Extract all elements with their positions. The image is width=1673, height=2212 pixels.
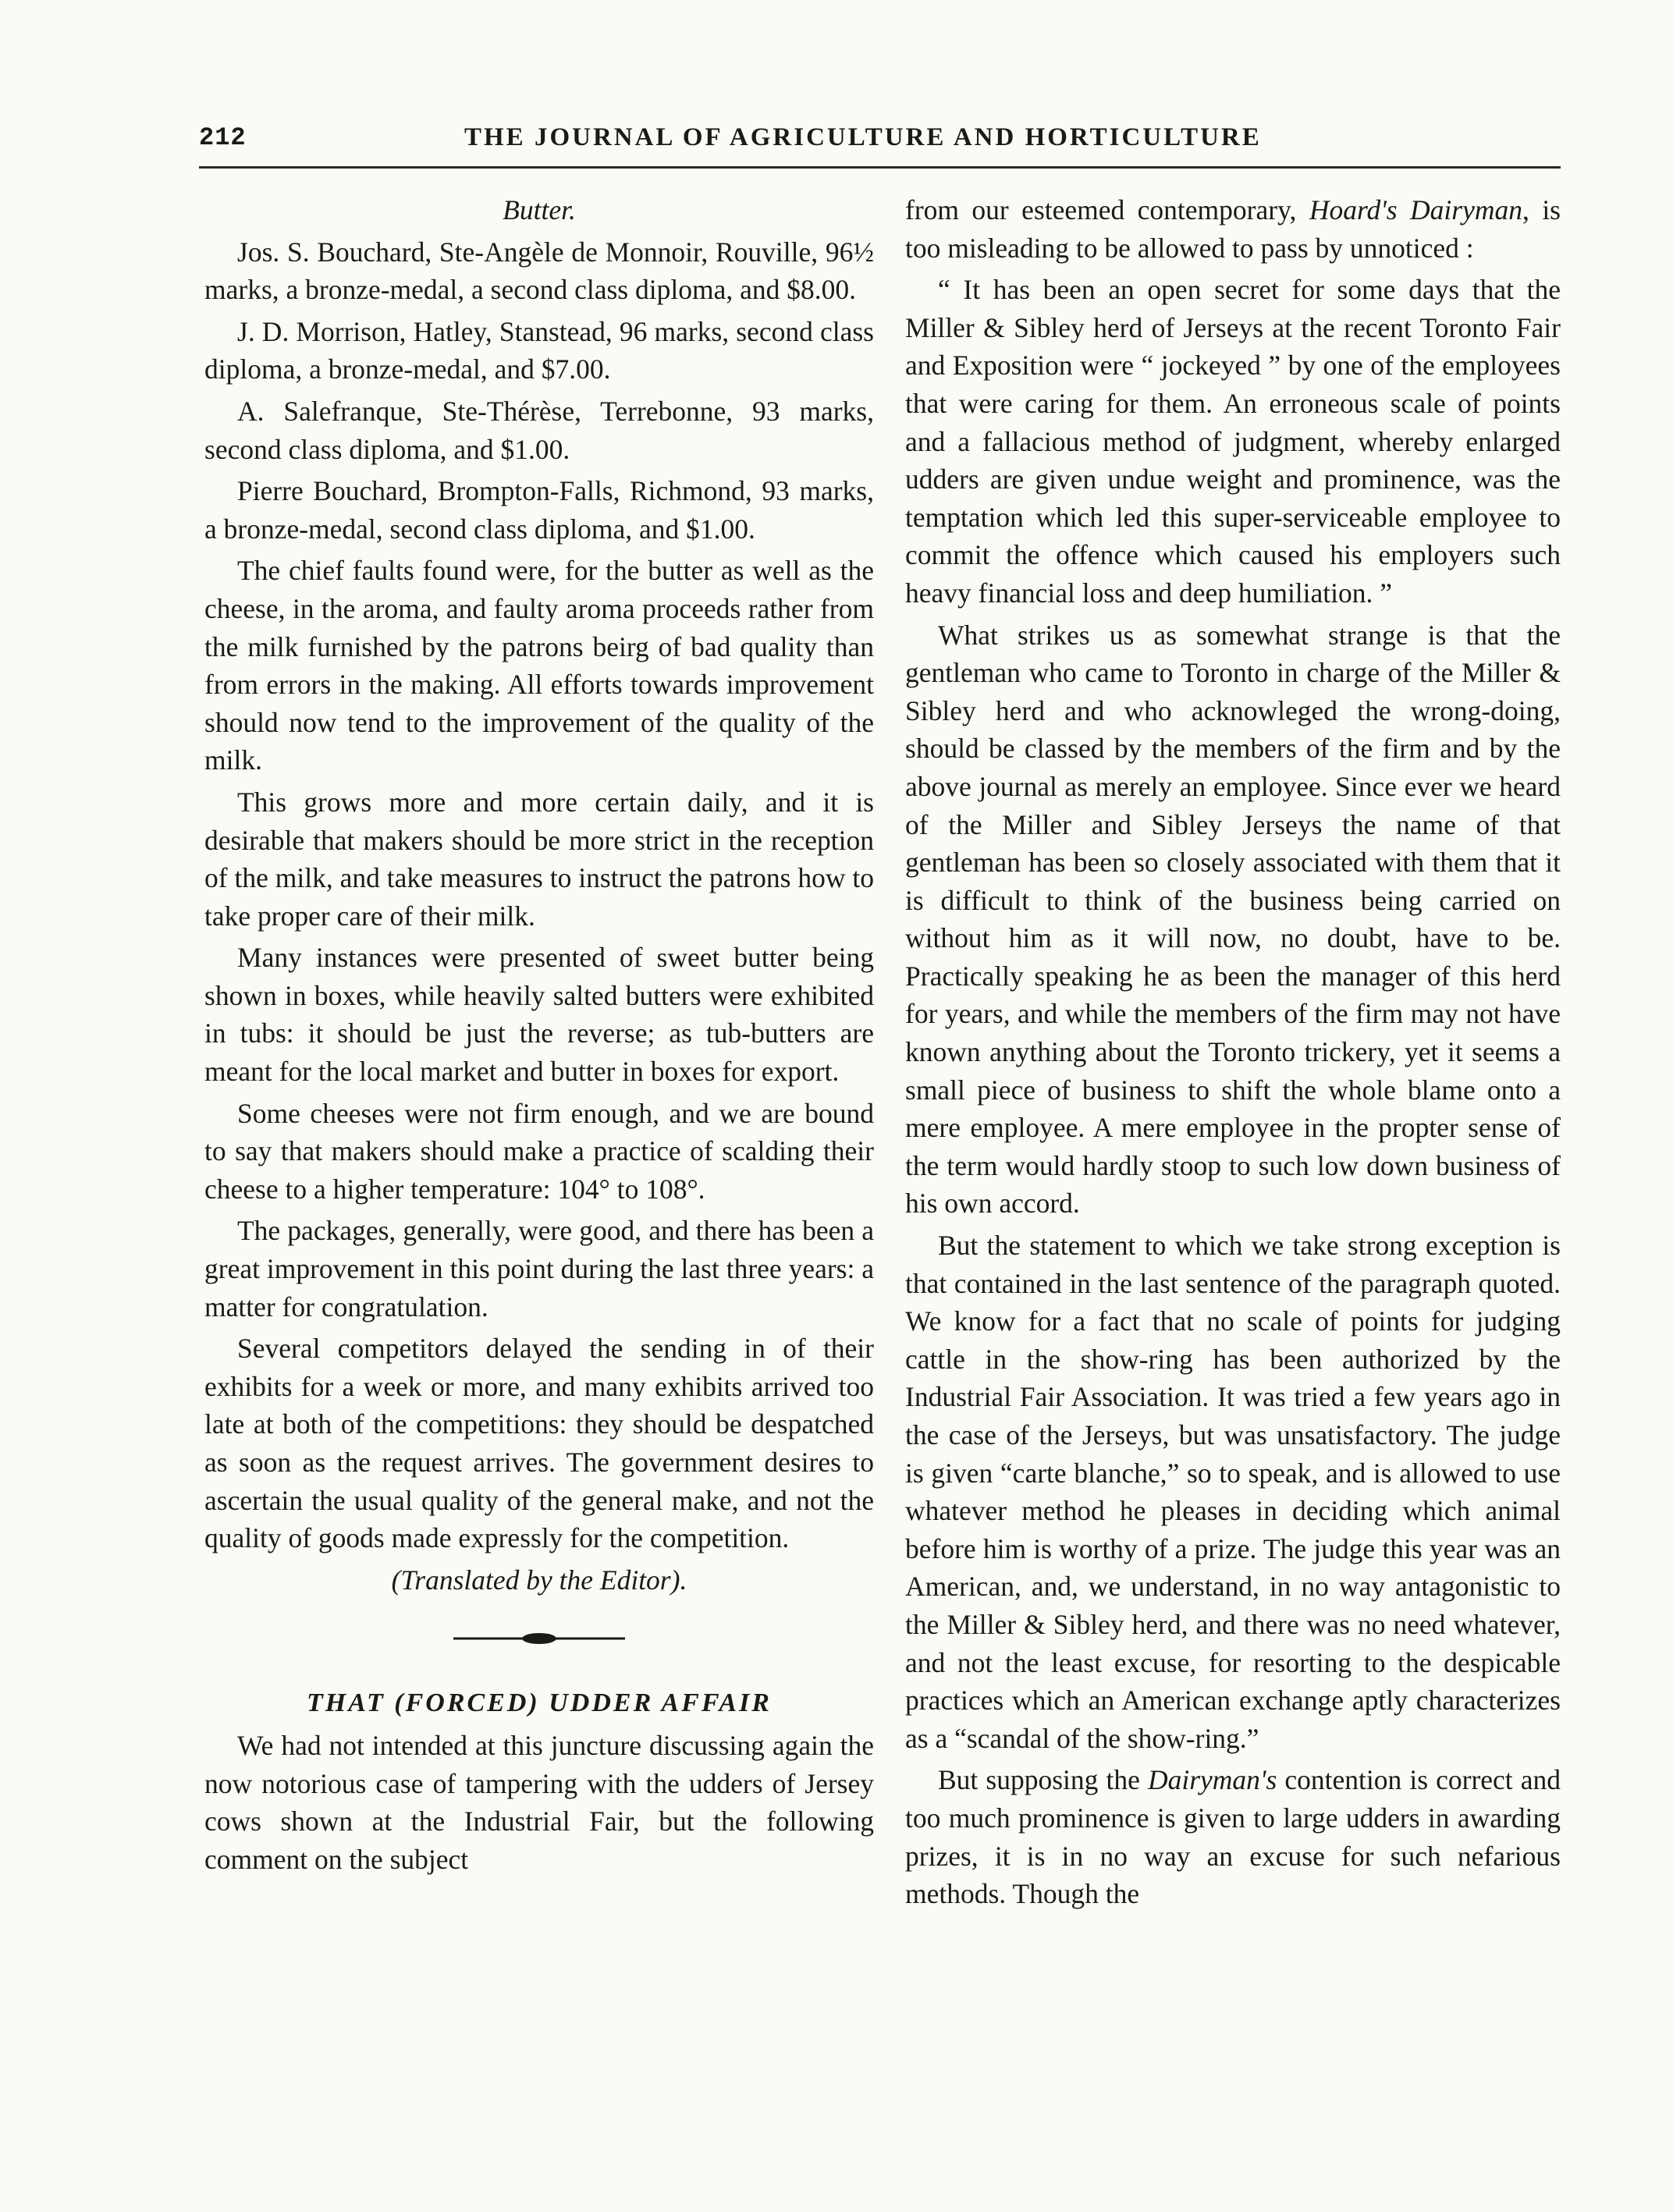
paragraph: We had not intended at this juncture discussing again the now notorious case of tampering with the udders of Jersey cows shown at the Industrial Fair, but the following comment on the subject [204, 1729, 874, 1875]
text-after: contention is correct and too much prominence is given to large udders in awarding prizes, it is in no way an excuse for such nefarious methods. Though the [905, 1764, 1561, 1910]
page-number: 212 [199, 123, 247, 152]
left-column [204, 191, 874, 1882]
page-header [199, 117, 1561, 158]
paragraph: Pierre Bouchard, Brompton-Falls, Richmond, 93 marks, a bronze-medal, second class diploma, and $1.00. [204, 475, 874, 545]
journal-name-possessive: Dairyman's [1147, 1764, 1277, 1796]
paragraph: A. Salefranque, Ste-Thérèse, Terrebonne, 93 marks, second class diploma, and $1.00. [204, 395, 874, 465]
paragraph [905, 1761, 1561, 1912]
right-column [905, 191, 1561, 1917]
paragraph: The chief faults found were, for the butter as well as the cheese, in the aroma, and faulty aroma proceeds rather from the milk furnished by the patrons beirg of bad quality than from errors in the making. All efforts towards improvement should now tend to the improvement of the quality of the milk. [204, 555, 874, 776]
intro-text-before: from our esteemed contemporary, [905, 194, 1309, 225]
paragraph: But the statement to which we take strong exception is that contained in the last sentence of the paragraph quoted. We know for a fact that no scale of points for judging cattle in the show-ring has been authorized by the Industrial Fair Association. It was tried a few years ago in the case of the Jerseys, but was unsatisfactory. The judge is given “carte blanche,” so to speak, and is allowed to use whatever method he pleases in deciding which animal before him is worthy of a prize. The judge this year was an American, and, we understand, in no way antagonistic to the Miller & Sibley herd, and there was no need whatever, and not the least excuse, for resorting to the despicable practices which an American exchange aptly characterizes as a “scandal of the show-ring.” [905, 1230, 1561, 1754]
paragraph: Some cheeses were not firm enough, and we are bound to say that makers should make a practice of scalding their cheese to a higher temperature: 104° to 108°. [204, 1097, 874, 1205]
paragraph: Several competitors delayed the sending in of their exhibits for a week or more, and many exhibits arrived too late at both of the competitions: they should be despatched as soon as the request arrives. The government desires to ascertain the usual quality of the general make, and not the quality of goods made expressly for the competition. [204, 1333, 874, 1554]
paragraph: J. D. Morrison, Hatley, Stanstead, 96 marks, second class diploma, a bronze-medal, and $7.00. [204, 315, 874, 385]
intro-paragraph [905, 191, 1561, 267]
section-title-butter: Butter. [503, 194, 576, 225]
journal-name: Hoard's Dairyman [1309, 194, 1523, 225]
section-divider-ornament [453, 1630, 625, 1647]
paragraph: Jos. S. Bouchard, Ste-Angèle de Monnoir, Rouville, 96½ marks, a bronze-medal, a second class diploma, and $8.00. [204, 236, 874, 306]
running-title: THE JOURNAL OF AGRICULTURE AND HORTICULTURE [464, 123, 1262, 151]
paragraph: What strikes us as somewhat strange is that the gentleman who came to Toronto in charge of the Miller & Sibley herd and who acknowleged the wrong-doing, should be classed by the members of the firm and by the above journal as merely an employee. Since ever we heard of the Miller and Sibley Jerseys the name of that gentleman has been so closely associated with them that it is difficult to think of the business being carried on without him as it will now, no doubt, have to be. Practically speaking he as been the manager of this herd for years, and while the members of the firm may not have known anything about the Toronto trickery, yet it seems a small piece of business to shift the whole blame onto a mere employee. A mere employee in the propter sense of the term would hardly stoop to such low down business of his own accord. [905, 619, 1561, 1220]
translation-credit: (Translated by the Editor). [391, 1564, 687, 1596]
paragraph: The packages, generally, were good, and there has been a great improvement in this point during the last three years: a matter for congratulation. [204, 1215, 874, 1323]
intro-text-after: , is too misleading to be allowed to pass by unnoticed : [905, 194, 1561, 264]
header-rule [199, 166, 1561, 169]
paragraph: Many instances were presented of sweet butter being shown in boxes, while heavily salted butters were exhibited in tubs: it should be just the reverse; as tub-butters are meant for the local market and butter in boxes for export. [204, 942, 874, 1088]
text-before: But supposing the [938, 1764, 1148, 1796]
quoted-paragraph: “ It has been an open secret for some days that the Miller & Sibley herd of Jerseys at the recent Toronto Fair and Exposition were “ jockeyed ” by one of the employees that were caring for them. An erroneous scale of points and a fallacious method of judgment, whereby enlarged udders are given undue weight and prominence, was the temptation which led this super-serviceable employee to commit the offence which caused his employers such heavy financial loss and deep humiliation. ” [905, 274, 1561, 609]
article-title: THAT (FORCED) UDDER AFFAIR [306, 1688, 772, 1718]
paragraph: This grows more and more certain daily, and it is desirable that makers should be more strict in the reception of the milk, and take measures to instruct the patrons how to take proper care of their milk. [204, 786, 874, 932]
